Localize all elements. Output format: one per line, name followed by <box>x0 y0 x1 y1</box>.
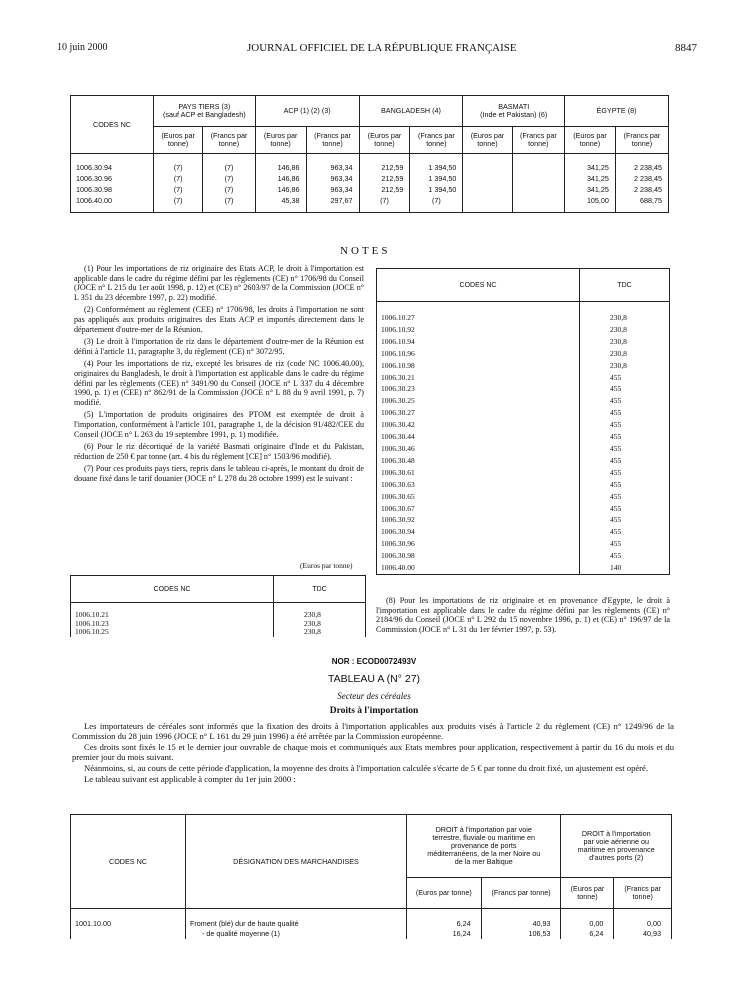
table-row: 1006.10.23 230,8 <box>71 620 366 629</box>
row-code: 1006.30.94 <box>377 526 580 538</box>
nor-reference: NOR : ECOD0072493V <box>331 657 417 666</box>
table-row: 1006.30.98 (7) (7) 146,86 963,34 212,59 1 394,50 341,25 2 238,45 <box>71 184 669 195</box>
note-2: (2) Conformément au règlement (CEE) n° 1706/98, les droits à l'importation ne sont pas appliqués aux produits originaires des Etats ACP et importés directement dans le département d'outre-mer de la Réunion. <box>74 305 364 334</box>
row-code: 1006.30.65 <box>377 491 580 503</box>
group-header: BASMATI (Inde et Pakistan) (6) <box>463 96 565 127</box>
row-tdc: 455 <box>580 526 670 538</box>
row-tdc: 455 <box>580 503 670 515</box>
page-number: 8847 <box>675 42 697 54</box>
tdc-header: TDC <box>274 576 366 603</box>
unit-francs: (Francs par tonne) <box>306 127 359 154</box>
row-code: 1006.10.94 <box>377 336 580 348</box>
row-tdc: 455 <box>580 419 670 431</box>
unit-note: (Euros par tonne) <box>300 561 353 570</box>
note-5: (5) L'importation de produits originaires des PTOM est exemptée de droit à l'importation, conformément à l'article 101, paragraphe 1, de la décision 91/482/CEE du Conseil (JOCE n° L 263 du 19 septembre 1991, p. 1) modifiée. <box>74 410 364 439</box>
row-code: 1006.10.98 <box>377 360 580 372</box>
table-row <box>377 443 670 455</box>
row-tdc: 230,8 <box>580 348 670 360</box>
table-row <box>377 526 670 538</box>
row-code: 1006.40.00 <box>377 562 580 574</box>
row-code: 1006.30.25 <box>377 395 580 407</box>
table-row <box>377 383 670 395</box>
table-row <box>377 372 670 384</box>
row-tdc: 140 <box>580 562 670 574</box>
paragraph: Néanmoins, si, au cours de cette période d'application, la moyenne des droits à l'importation calculée s'écarte de 5 € par tonne du droit fixé, un ajustement est opéré. <box>84 763 649 773</box>
table-row <box>377 514 670 526</box>
table-row <box>377 550 670 562</box>
unit-euros: (Euros par tonne) <box>463 127 512 154</box>
row-code: 1006.30.67 <box>377 503 580 515</box>
row-tdc: 230,8 <box>580 360 670 372</box>
group-header: BANGLADESH (4) <box>359 96 463 127</box>
table-row <box>377 538 670 550</box>
droit-other-header: DROIT à l'importation par voie aérienne ou maritime en provenance d'autres ports (2) <box>561 815 672 878</box>
unit-francs: (Francs par tonne) <box>512 127 564 154</box>
row-tdc: 230,8 <box>580 324 670 336</box>
row-tdc: 455 <box>580 407 670 419</box>
row-code: 1006.10.27 <box>377 312 580 324</box>
row-code: 1006.30.96 <box>377 538 580 550</box>
row-code: 1006.30.92 <box>377 514 580 526</box>
row-tdc: 455 <box>580 514 670 526</box>
unit-francs: (Francs par tonne) <box>615 127 668 154</box>
row-tdc: 455 <box>580 383 670 395</box>
unit-euros: (Euros par tonne) <box>561 878 614 909</box>
row-code: 1006.30.27 <box>377 407 580 419</box>
table-row <box>377 455 670 467</box>
group-header: ACP (1) (2) (3) <box>255 96 359 127</box>
unit-euros: (Euros par tonne) <box>154 127 203 154</box>
tableau-title: TABLEAU A (N° 27) <box>327 673 421 685</box>
row-code: 1006.30.42 <box>377 419 580 431</box>
paragraph: Le tableau suivant est applicable à compter du 1er juin 2000 : <box>84 774 296 784</box>
table-row <box>377 491 670 503</box>
unit-euros: (Euros par tonne) <box>565 127 616 154</box>
row-code: 1006.30.23 <box>377 383 580 395</box>
paragraph: Ces droits sont fixés le 15 et le dernier jour ouvrable de chaque mois et communiqués aux Etats membres pour application, respectivement à partir du 16 du mois et du premier jour du mois suivant. <box>72 742 674 762</box>
note-6: (6) Pour le riz décortiqué de la variété Basmati originaire d'Inde et du Pakistan, réduction de 250 € par tonne (art. 4 bis du règlement [CE] n° 1503/96 modifié). <box>74 442 364 461</box>
row-tdc: 455 <box>580 538 670 550</box>
table-row: 1006.10.21 230,8 <box>71 611 366 620</box>
header-date: 10 juin 2000 <box>57 42 108 53</box>
journal-title: JOURNAL OFFICIEL DE LA RÉPUBLIQUE FRANÇAISE <box>247 42 517 54</box>
table-row: 1006.30.94 (7) (7) 146,86 963,34 212,59 1 394,50 341,25 2 238,45 <box>71 162 669 173</box>
note-3: (3) Le droit à l'importation de riz dans le département d'outre-mer de la Réunion est défini à l'article 11, paragraphe 3, du règlement (CE) n° 3072/95. <box>74 337 364 356</box>
notes-title: NOTES <box>340 245 391 257</box>
table-row <box>377 324 670 336</box>
body-text <box>72 721 674 785</box>
row-code: 1006.10.96 <box>377 348 580 360</box>
codes-nc-header: CODES NC <box>71 576 274 603</box>
row-tdc: 455 <box>580 550 670 562</box>
row-code: 1006.10.92 <box>377 324 580 336</box>
table-row <box>377 312 670 324</box>
paragraph: Les importateurs de céréales sont informés que la fixation des droits à l'importation applicables aux produits visés à l'article 2 du règlement (CE) n° 1249/96 de la Commission du 28 juin 1996 (JOCE n° L 161 du 29 juin 1996) a été arrêtée par la Commission européenne. <box>72 721 674 741</box>
table-row <box>377 336 670 348</box>
table-row <box>377 407 670 419</box>
note-1: (1) Pour les importations de riz originaire des Etats ACP, le droit à l'importation est applicable dans le cadre du régime défini par les règlements (CE) n° 1706/98 du Conseil (JOCE n° L 215 du 1er août 1998, p. 12) et (CE) n° 2603/97 de la Commission (JOCE n° L 351 du 23 décembre 1997, p. 22) modifié. <box>74 264 364 302</box>
table-row <box>377 562 670 574</box>
table-row <box>377 348 670 360</box>
droit-maritime-header: DROIT à l'importation par voie terrestre, fluviale ou maritime en provenance de ports méditerranéens, de la mer Noire ou de la mer Baltique <box>407 815 561 878</box>
droits-heading: Droits à l'importation <box>329 706 419 716</box>
table-row: 1006.40.00 (7) (7) 45,38 297,67 (7) (7) 105,00 688,75 <box>71 195 669 206</box>
note-4: (4) Pour les importations de riz, excepté les brisures de riz (code NC 1006.40.00), originaires du Bangladesh, le droit à l'importation est applicable dans le cadre du régime défini par les règlements (CEE) n° 3491/90 du Conseil (JOCE n° L 337 du 4 décembre 1990, p. 1) et (CEE) n° 862/91 de la Commission (JOCE n° L 88 du 9 avril 1991, p. 7) modifié. <box>74 359 364 407</box>
row-tdc: 455 <box>580 467 670 479</box>
note-8-text: (8) Pour les importations de riz originaire et en provenance d'Egypte, le droit à l'importation est applicable dans le cadre du régime défini par les règlements (CE) n° 2184/96 du Conseil (JOCE n° L 292 du 15 novembre 1996, p. 1) et (CE) n° 196/97 de la Commission (JOCE n° L 31 du 1er février 1997, p. 53). <box>376 596 670 634</box>
tdc-rows <box>377 312 670 574</box>
unit-euros: (Euros par tonne) <box>407 878 482 909</box>
row-tdc: 455 <box>580 431 670 443</box>
unit-francs: (Francs par tonne) <box>614 878 672 909</box>
table-row <box>377 395 670 407</box>
unit-euros: (Euros par tonne) <box>255 127 306 154</box>
page-header <box>57 42 697 56</box>
cereal-duty-table <box>70 814 672 939</box>
table-row <box>377 431 670 443</box>
table-row: 1001.10.00 Froment (blé) dur de haute qualité 6,24 40,93 0,00 0,00 <box>71 919 672 929</box>
codes-nc-header: CODES NC <box>377 269 580 302</box>
codes-nc-header: CODES NC <box>71 815 186 909</box>
row-tdc: 230,8 <box>580 336 670 348</box>
row-tdc: 455 <box>580 372 670 384</box>
note-7: (7) Pour ces produits pays tiers, repris dans le tableau ci-après, le montant du droit de douane fixé dans le tarif douanier (JOCE n° L 278 du 28 octobre 1999) est le suivant : <box>74 464 364 483</box>
tdc-table-left <box>70 575 366 637</box>
row-code: 1006.30.21 <box>377 372 580 384</box>
secteur-subtitle: Secteur des céréales <box>337 691 411 701</box>
row-code: 1006.30.48 <box>377 455 580 467</box>
table-row: - de qualité moyenne (1) 16,24 106,53 6,24 40,93 <box>71 929 672 939</box>
unit-francs: (Francs par tonne) <box>481 878 561 909</box>
codes-nc-header: CODES NC <box>71 96 154 154</box>
row-tdc: 455 <box>580 491 670 503</box>
table-row <box>377 360 670 372</box>
notes-column <box>74 264 364 486</box>
note-8 <box>376 596 670 634</box>
designation-header: DÉSIGNATION DES MARCHANDISES <box>186 815 407 909</box>
table-row <box>377 467 670 479</box>
row-code: 1006.30.63 <box>377 479 580 491</box>
row-code: 1006.30.98 <box>377 550 580 562</box>
table-row <box>377 479 670 491</box>
row-code: 1006.30.46 <box>377 443 580 455</box>
rice-duty-table <box>70 95 669 213</box>
row-tdc: 455 <box>580 479 670 491</box>
row-code: 1006.30.44 <box>377 431 580 443</box>
unit-francs: (Francs par tonne) <box>203 127 255 154</box>
table-row: 1006.30.96 (7) (7) 146,86 963,34 212,59 1 394,50 341,25 2 238,45 <box>71 173 669 184</box>
row-code: 1006.30.61 <box>377 467 580 479</box>
tdc-header: TDC <box>580 269 670 302</box>
row-tdc: 455 <box>580 443 670 455</box>
unit-euros: (Euros par tonne) <box>359 127 410 154</box>
group-header: PAYS TIERS (3) (sauf ACP et Bangladesh) <box>154 96 256 127</box>
unit-francs: (Francs par tonne) <box>410 127 463 154</box>
table-row <box>377 419 670 431</box>
tdc-table-right <box>376 268 670 575</box>
table-row: 1006.10.25 230,8 <box>71 628 366 637</box>
row-tdc: 455 <box>580 455 670 467</box>
table-row <box>377 503 670 515</box>
group-header: ÉGYPTE (8) <box>565 96 669 127</box>
row-tdc: 230,8 <box>580 312 670 324</box>
row-tdc: 455 <box>580 395 670 407</box>
